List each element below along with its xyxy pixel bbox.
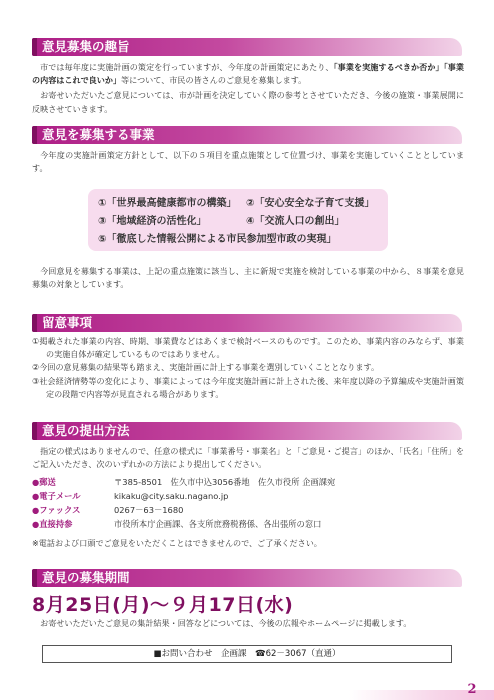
section-header: 意見を募集する事業 bbox=[32, 126, 462, 144]
page-number: 2 bbox=[467, 682, 477, 697]
section-header: 意見の提出方法 bbox=[32, 422, 462, 440]
purpose-paragraph-1 bbox=[32, 61, 464, 87]
highlight-text: 「事業を実施するべきか否か」「事業の内容はこれで良いか」 bbox=[32, 62, 464, 86]
policy-5: ⑤「徹底した情報公開による市民参加型市政の実現」 bbox=[98, 234, 337, 245]
note-item-2: ②今回の意見募集の結果等も踏まえ、実施計画に計上する事業を選別していくこととなります。 bbox=[32, 362, 380, 373]
projects-continued bbox=[32, 265, 464, 291]
submit-paragraph: 指定の様式はありませんので、任意の様式に「事業番号・事業名」と「ご意見・ご提言」のほか、「氏名」「住所」をご記入いただき、次のいずれかの方法により提出してください。 bbox=[32, 446, 464, 470]
policy-4: ④「交流人口の創出」 bbox=[246, 216, 345, 227]
note-item-3: ③社会経済情勢等の変化により、事業によっては今年度実施計画に計上された後、来年度以降の予算編成や実施計画策定の段階で内容等が見直される場合があります。 bbox=[32, 375, 464, 399]
email-address[interactable]: kikaku@city.saku.nagano.jp bbox=[114, 491, 229, 502]
submit-note: ※電話および口頭でご意見をいただくことはできませんので、ご了承ください。 bbox=[32, 538, 322, 549]
section-period bbox=[32, 569, 464, 630]
method-mail bbox=[32, 475, 464, 489]
method-label: ●郵送 bbox=[32, 477, 56, 488]
period-paragraph: お寄せいただいたご意見の集計結果・回答などについては、今後の広報やホームページに掲載します。 bbox=[40, 618, 412, 628]
note-item-1: ①掲載された事業の内容、時期、事業費などはあくまで検討ベースのものです。このため、事業内容のみならず、事業の実施自体が確定しているものではありません。 bbox=[32, 336, 464, 360]
method-email bbox=[32, 489, 464, 503]
period-dates: 8月25日(月)～９月17日(水) bbox=[32, 594, 294, 616]
section-submit bbox=[32, 422, 464, 551]
section-header: 意見募集の趣旨 bbox=[32, 38, 462, 56]
policy-1: ①「世界最高健康都市の構築」 bbox=[98, 198, 237, 209]
section-projects bbox=[32, 126, 464, 175]
contact-box: ■お問い合わせ 企画課 ☎62－3067（直通） bbox=[42, 645, 452, 663]
method-label: ●ファックス bbox=[32, 505, 81, 516]
text: 等について、市民の皆さんのご意見を募集します。 bbox=[121, 75, 307, 86]
priority-policies-box bbox=[88, 189, 388, 251]
section-notes bbox=[32, 314, 464, 401]
section-header: 留意事項 bbox=[32, 314, 462, 332]
method-fax bbox=[32, 503, 464, 517]
section-purpose bbox=[32, 38, 464, 116]
method-label: ●電子メール bbox=[32, 491, 81, 502]
method-in-person bbox=[32, 517, 464, 531]
method-value: 市役所本庁企画課、各支所庶務税務係、各出張所の窓口 bbox=[114, 519, 322, 530]
projects-paragraph-2: 今回意見を募集する事業は、上記の重点施策に該当し、主に新規で実施を検討している事業の中から、８事業を意見募集の対象としています。 bbox=[32, 266, 464, 290]
method-value: 0267－63－1680 bbox=[114, 505, 184, 516]
policy-2: ②「安心安全な子育て支援」 bbox=[246, 198, 375, 209]
method-value: 〒385-8501 佐久市中込3056番地 佐久市役所 企画課宛 bbox=[114, 477, 336, 488]
text: 市では毎年度に実施計画の策定を行っていますが、今年度の計画策定にあたり、 bbox=[40, 62, 334, 72]
submission-methods bbox=[32, 475, 464, 531]
policy-3: ③「地域経済の活性化」 bbox=[98, 216, 207, 227]
method-label: ●直接持参 bbox=[32, 519, 73, 530]
purpose-paragraph-2: お寄せいただいたご意見については、市が計画を決定していく際の参考とさせていただき、今後の施策・事業展開に反映させていきます。 bbox=[32, 90, 464, 114]
projects-paragraph-1: 今年度の実施計画策定方針として、以下の５項目を重点施策として位置づけ、事業を実施していくこととしています。 bbox=[32, 150, 464, 174]
section-header: 意見の募集期間 bbox=[32, 569, 462, 587]
